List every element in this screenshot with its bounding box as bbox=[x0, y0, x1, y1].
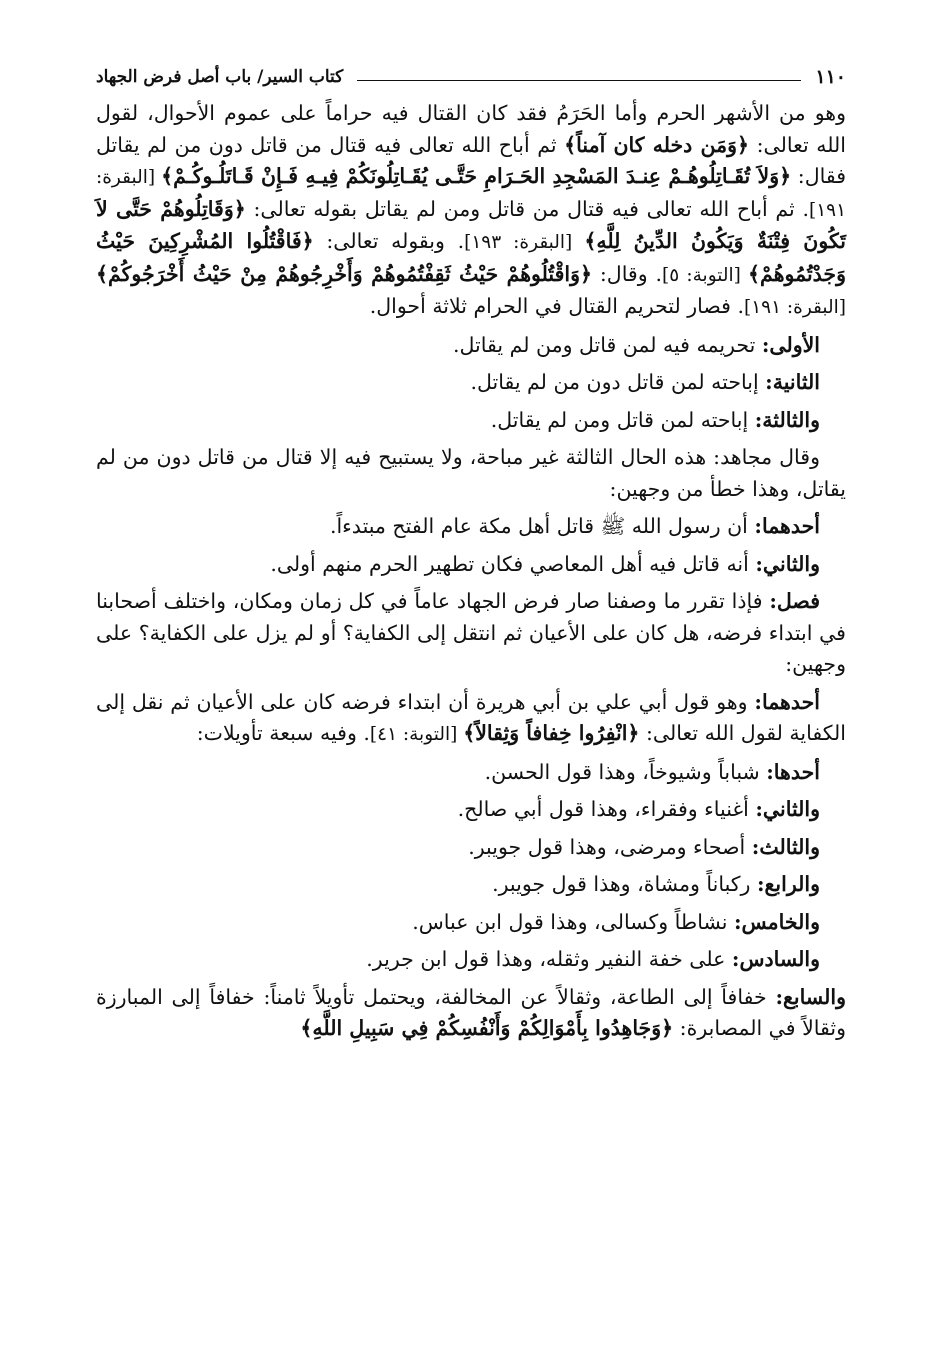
surah-reference: [البقرة: ١٩١] bbox=[744, 297, 846, 318]
paragraph-fasl bbox=[96, 586, 846, 681]
paragraph-mujahid: وقال مجاهد: هذه الحال الثالثة غير مباحة، ولا يستبيح فيه إلا قتال من قاتل دون من لم يقاتل، وهذا خطأ من وجهين: bbox=[96, 445, 846, 501]
item-text: إباحته لمن قاتل دون من لم يقاتل. bbox=[470, 370, 766, 394]
item-text: شباباً وشيوخاً، وهذا قول الحسن. bbox=[484, 759, 767, 784]
list-item bbox=[96, 330, 846, 362]
list-item bbox=[96, 869, 846, 901]
item-label: والرابع: bbox=[756, 872, 820, 896]
item-label: أحدها: bbox=[766, 759, 820, 784]
item-text: نشاطاً وكسالى، وهذا قول ابن عباس. bbox=[412, 909, 734, 934]
quran-quote: ﴿وَجَاهِدُوا بِأَمْوَالِكُمْ وَأَنْفُسِكُمْ فِي سَبِيلِ اللَّهِ﴾ bbox=[300, 1016, 674, 1040]
item-text: أصحاء ومرضى، وهذا قول جويبر. bbox=[468, 834, 752, 859]
page-number: ١١٠ bbox=[815, 66, 846, 88]
text-run: وهو من الأشهر الحرم وأما الحَرَمُ فقد كان القتال فيه حراماً على عموم الأحوال، لقول الله تعالى: bbox=[96, 101, 846, 157]
item-label: والسابع: bbox=[775, 984, 846, 1009]
item-text: تحريمه فيه لمن قاتل ومن لم يقاتل. bbox=[453, 332, 762, 357]
text-run: وهو قول أبي علي بن أبي هريرة أن ابتداء فرضه كان على الأعيان ثم نقل إلى الكفاية لقول الله تعالى: bbox=[96, 689, 846, 745]
quran-quote: ﴿وَلاَ تُقَـاتِلُوهُـمْ عِنـدَ المَسْجِدِ الحَـرَامِ حَتَّـى يُقَـاتِلُونَكُمْ فِيـهِ فَـإِنْ قَـاتَلُـوكُـمْ﴾ bbox=[161, 164, 792, 188]
item-label: والثالث: bbox=[751, 834, 820, 859]
surah-reference: [التوبة: ٤١] bbox=[369, 724, 464, 745]
surah-reference: [التوبة: ٥] bbox=[662, 264, 749, 286]
running-header bbox=[96, 62, 846, 92]
list-item bbox=[96, 367, 846, 399]
quran-quote: ﴿انْفِرُوا خِفافاً وَثِقالاً﴾ bbox=[463, 721, 640, 745]
page-body bbox=[96, 98, 846, 1045]
text-run: . وفيه سبعة تأويلات: bbox=[196, 721, 370, 745]
item-label: والثاني: bbox=[755, 551, 820, 576]
item-label: الأولى: bbox=[761, 332, 820, 357]
text-run: فإذا تقرر ما وصفنا صار فرض الجهاد عاماً في كل زمان ومكان، واختلف أصحابنا في ابتداء فرضه، هل كان على الأعيان ثم انتقل إلى الكفاية؟ أو لم يزل على الكفاية؟ على وجهين: bbox=[96, 589, 846, 676]
item-label: والثالثة: bbox=[754, 407, 820, 432]
running-title: كتاب السير/ باب أصل فرض الجهاد bbox=[96, 67, 344, 87]
quran-quote: ﴿فَاقْتُلُوا المُشْرِكِينَ حَيْثُ وَجَدْتُمُوهُمْ﴾ bbox=[96, 229, 846, 286]
item-label: والخامس: bbox=[733, 909, 820, 934]
text-run: . وبقوله تعالى: bbox=[313, 229, 465, 253]
text-run: ثم أباح الله تعالى فيه قتال من قاتل دون من لم يقاتل فقال: bbox=[96, 132, 847, 188]
item-label: أحدهما: bbox=[754, 689, 820, 714]
surah-reference: [البقرة: ١٩١] bbox=[96, 167, 847, 221]
quran-quote: ﴿وَمَن دخله كان آمناً﴾ bbox=[564, 132, 750, 157]
surah-reference: [البقرة: ١٩٣] bbox=[464, 232, 585, 253]
reasons-list bbox=[96, 511, 846, 580]
item-text: أغنياء وفقراء، وهذا قول أبي صالح. bbox=[457, 797, 756, 821]
text-run: . فصار لتحريم القتال في الحرام ثلاثة أحوال. bbox=[369, 294, 745, 318]
item-text: أن رسول الله ﷺ قاتل أهل مكة عام الفتح مبتدءاً. bbox=[329, 514, 755, 538]
section-label: فصل: bbox=[769, 589, 820, 613]
item-label: الثانية: bbox=[765, 370, 820, 394]
interpretations-list bbox=[96, 757, 846, 976]
paragraph-first-view bbox=[96, 687, 846, 751]
item-text: على خفة النفير وثقله، وهذا قول ابن جرير. bbox=[366, 947, 732, 971]
list-item bbox=[96, 549, 846, 581]
quran-quote: ﴿وَقَاتِلُوهُمْ حَتَّى لاَ تَكُونَ فِتْنَةٌ وَيَكُونُ الدِّينُ لِلَّهِ﴾ bbox=[96, 196, 846, 253]
text-run: خفافاً إلى الطاعة، وثقالاً عن المخالفة، ويحتمل تأويلاً ثامناً: خفافاً إلى المبارزة وثقالاً في المصابرة: bbox=[96, 984, 846, 1040]
paragraph-haram-intro bbox=[96, 98, 846, 324]
item-label: والسادس: bbox=[731, 947, 820, 971]
list-item bbox=[96, 794, 846, 826]
states-list bbox=[96, 330, 846, 437]
item-text: إباحته لمن قاتل ومن لم يقاتل. bbox=[490, 407, 755, 432]
list-item bbox=[96, 832, 846, 864]
item-text: أنه قاتل فيه أهل المعاصي فكان تطهير الحرم منهم أولى. bbox=[270, 551, 756, 576]
list-item bbox=[96, 405, 846, 437]
item-label: أحدهما: bbox=[754, 514, 820, 538]
text-run: . وقال: bbox=[592, 261, 663, 286]
text-run: . ثم أباح الله تعالى فيه قتال من قاتل ومن لم يقاتل بقوله تعالى: bbox=[245, 196, 809, 221]
quran-quote: ﴿وَاقْتُلُوهُمْ حَيْثُ ثَقِفْتُمُوهُمْ وَأَخْرِجُوهُمْ مِنْ حَيْثُ أَخْرَجُوكُمْ﴾ bbox=[96, 261, 593, 286]
list-item bbox=[96, 907, 846, 939]
list-item bbox=[96, 511, 846, 543]
item-label: والثاني: bbox=[755, 797, 820, 821]
item-text: ركباناً ومشاة، وهذا قول جويبر. bbox=[492, 872, 757, 896]
paragraph-seventh bbox=[96, 982, 846, 1045]
list-item bbox=[96, 757, 846, 789]
list-item bbox=[96, 944, 846, 976]
header-rule bbox=[357, 80, 801, 81]
